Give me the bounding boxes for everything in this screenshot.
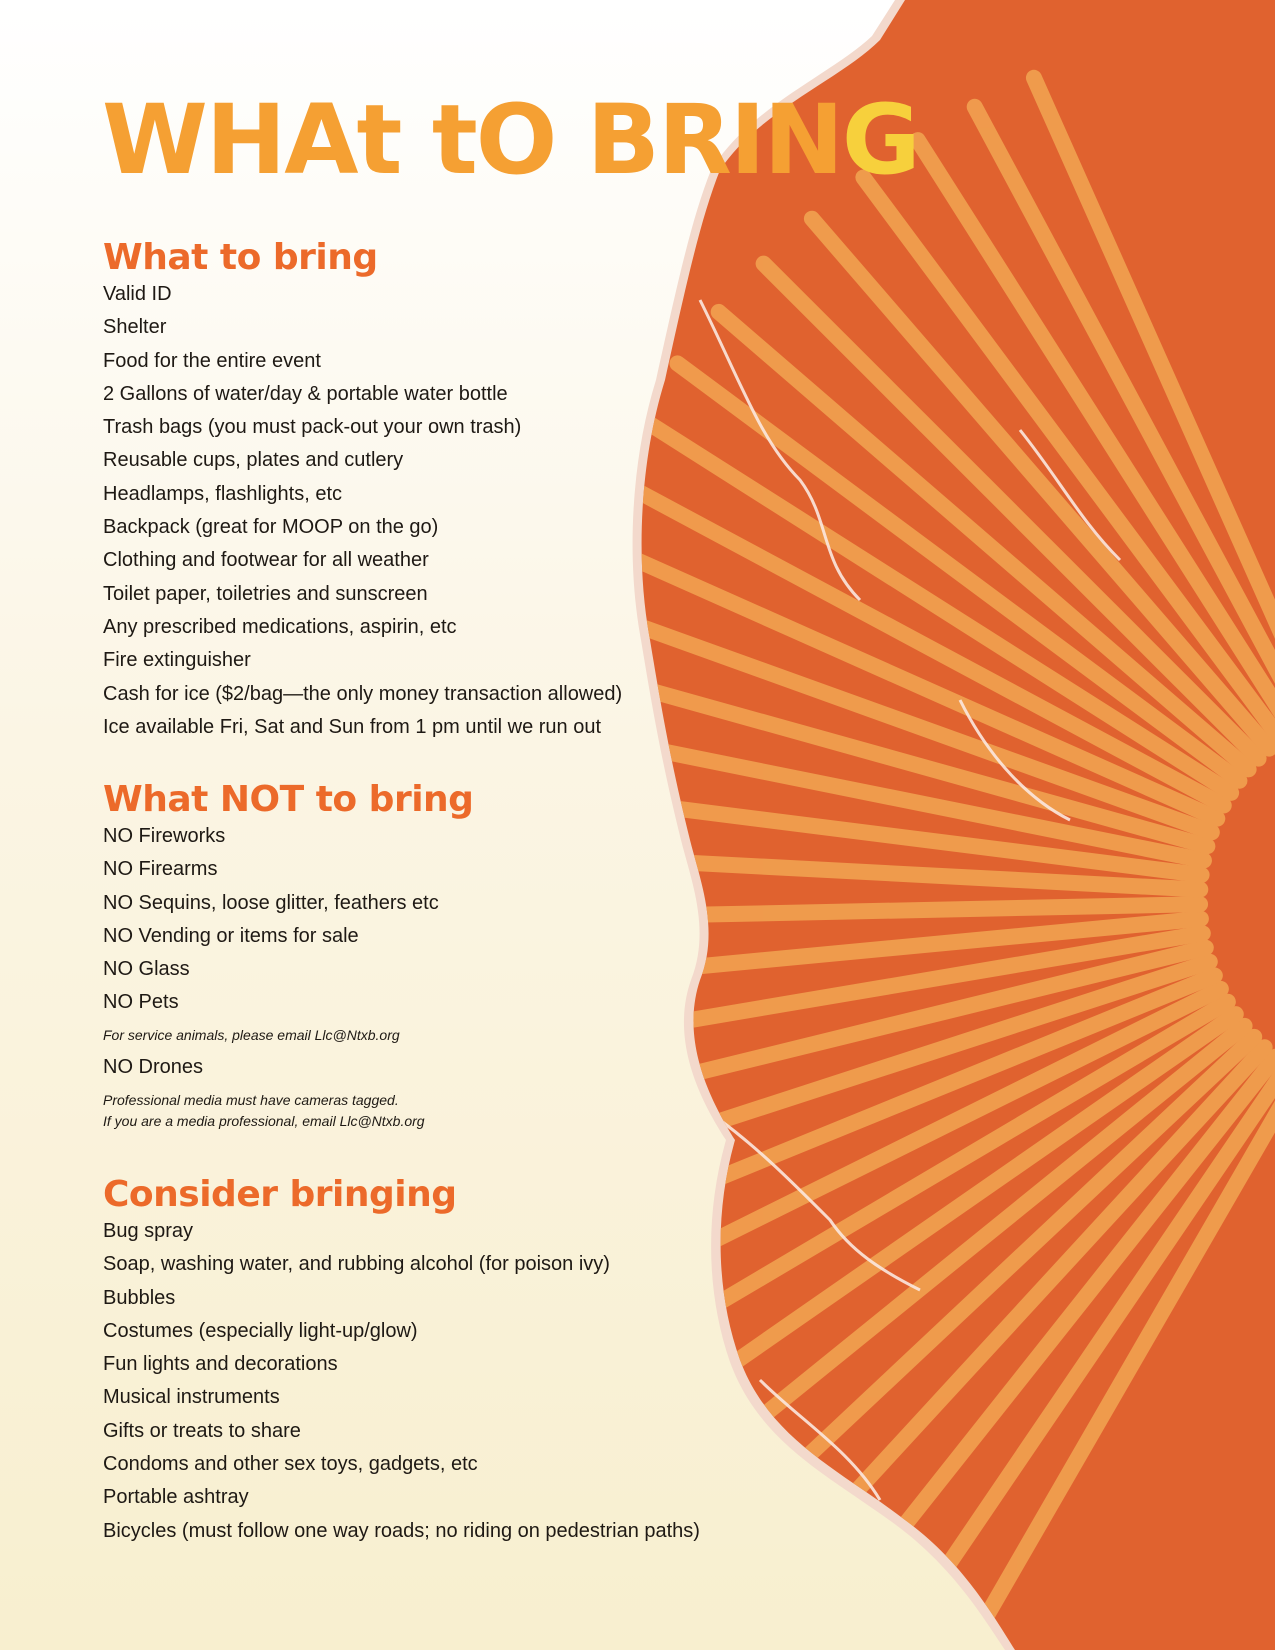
list-item: Bug spray bbox=[103, 1220, 194, 1242]
list-item: Food for the entire event bbox=[103, 349, 321, 372]
list-item: NO Drones bbox=[103, 1055, 204, 1078]
list-item: Bubbles bbox=[103, 1286, 176, 1309]
list-item: Costumes (especially light-up/glow) bbox=[103, 1319, 418, 1342]
bring-list bbox=[103, 278, 622, 744]
list-item: Fun lights and decorations bbox=[103, 1353, 338, 1376]
page-title-text: WHAt tO BRIN bbox=[102, 84, 842, 196]
drones-note-line: If you are a media professional, email Llc@Ntxb.org bbox=[103, 1113, 425, 1130]
list-item: Backpack (great for MOOP on the go) bbox=[103, 516, 439, 539]
list-item: Reusable cups, plates and cutlery bbox=[103, 449, 404, 472]
section-what-not-to-bring bbox=[103, 776, 473, 1132]
list-item: NO Pets bbox=[103, 991, 179, 1014]
list-item: Trash bags (you must pack-out your own trash) bbox=[103, 416, 522, 439]
list-item: Gifts or treats to share bbox=[103, 1419, 301, 1442]
list-item: Musical instruments bbox=[103, 1386, 280, 1409]
page-title bbox=[102, 84, 919, 196]
list-item: NO Firearms bbox=[103, 858, 218, 881]
list-item: NO Fireworks bbox=[103, 825, 226, 847]
section-consider-bringing bbox=[103, 1171, 700, 1548]
list-item: Ice available Fri, Sat and Sun from 1 pm until we run out bbox=[103, 715, 602, 738]
section-heading-what-to-bring: What to bring bbox=[103, 237, 378, 278]
list-item: Fire extinguisher bbox=[103, 649, 251, 672]
list-item: Headlamps, flashlights, etc bbox=[103, 482, 343, 505]
list-item: NO Glass bbox=[103, 958, 190, 981]
not-bring-list bbox=[103, 820, 473, 1020]
section-heading-consider-bringing: Consider bringing bbox=[103, 1174, 457, 1215]
pets-note: For service animals, please email Llc@Ntxb.org bbox=[103, 1026, 400, 1043]
list-item: Condoms and other sex toys, gadgets, etc bbox=[103, 1453, 478, 1476]
section-what-to-bring bbox=[103, 234, 622, 744]
list-item: Valid ID bbox=[103, 283, 172, 305]
list-item: NO Sequins, loose glitter, feathers etc bbox=[103, 891, 439, 914]
list-item: Portable ashtray bbox=[103, 1486, 249, 1509]
list-item: Soap, washing water, and rubbing alcohol (for poison ivy) bbox=[103, 1253, 610, 1276]
drones-note-line: Professional media must have cameras tagged. bbox=[103, 1092, 399, 1109]
section-heading-what-not-to-bring: What NOT to bring bbox=[103, 779, 474, 820]
list-item: Clothing and footwear for all weather bbox=[103, 549, 429, 572]
consider-list bbox=[103, 1215, 700, 1548]
not-bring-list-drones bbox=[103, 1051, 473, 1084]
list-item: Bicycles (must follow one way roads; no riding on pedestrian paths) bbox=[103, 1519, 700, 1542]
page-title-tail: G bbox=[841, 84, 919, 196]
list-item: Toilet paper, toiletries and sunscreen bbox=[103, 582, 428, 605]
list-item: NO Vending or items for sale bbox=[103, 924, 359, 947]
list-item: 2 Gallons of water/day & portable water bottle bbox=[103, 382, 508, 405]
list-item: Cash for ice ($2/bag—the only money transaction allowed) bbox=[103, 682, 623, 705]
list-item: Any prescribed medications, aspirin, etc bbox=[103, 615, 457, 638]
list-item: Shelter bbox=[103, 316, 167, 339]
drones-note bbox=[103, 1090, 473, 1132]
